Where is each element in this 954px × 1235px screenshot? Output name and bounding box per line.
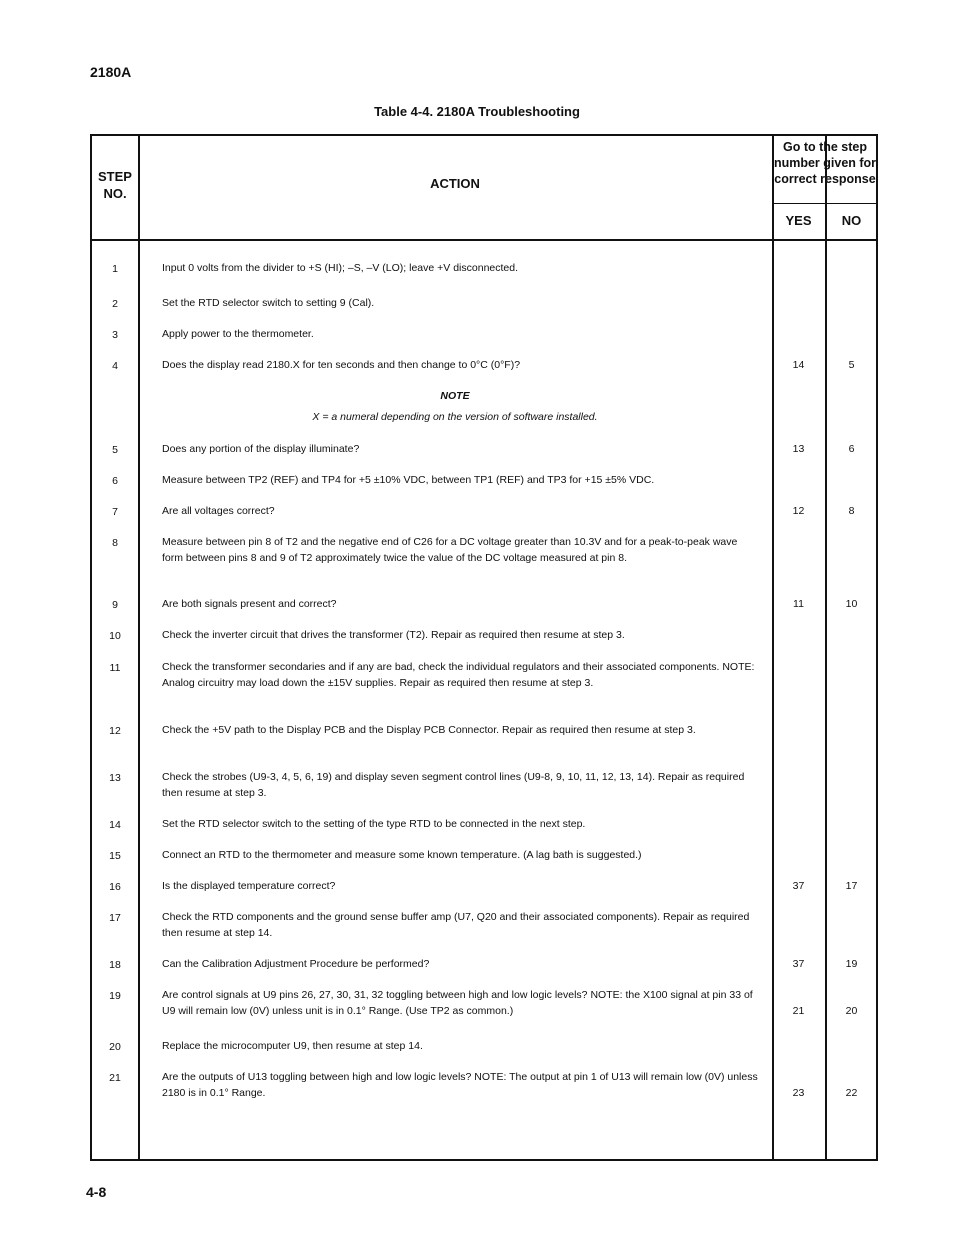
step-action: Check the +5V path to the Display PCB and the Display PCB Connector. Repair as required then resume at step 3. [162, 724, 696, 736]
document-id: 2180A [90, 64, 132, 80]
no-goto: 17 [845, 880, 858, 892]
step-number: 14 [109, 819, 121, 831]
step-number: 1 [112, 263, 118, 275]
yes-goto: 21 [792, 1005, 805, 1017]
step-action: Are the outputs of U13 toggling between high and low logic levels? NOTE: The output at pin 1 of U13 will remain low (0V) unless 2180 is in 0.1° Range. [162, 1071, 758, 1099]
step-action: Can the Calibration Adjustment Procedure be performed? [162, 958, 430, 970]
troubleshooting-table [90, 134, 878, 1161]
step-number: 2 [112, 298, 118, 310]
page-number: 4-8 [86, 1184, 107, 1200]
step-action: Check the transformer secondaries and if any are bad, check the individual regulators and their associated components. NOTE: Analog circuitry may load down the ±15V supplies. Repair as required then resume at step 3. [162, 661, 755, 689]
step-number: 21 [109, 1072, 121, 1084]
step-action: Connect an RTD to the thermometer and measure some known temperature. (A lag bath is suggested.) [162, 849, 642, 861]
step-action: Replace the microcomputer U9, then resume at step 14. [162, 1040, 423, 1052]
no-goto: 19 [845, 958, 858, 970]
step-action: Input 0 volts from the divider to +S (HI); –S, –V (LO); leave +V disconnected. [162, 262, 519, 274]
step-action: Set the RTD selector switch to setting 9 (Cal). [162, 297, 375, 309]
step-number: 20 [109, 1041, 121, 1053]
step-number: 18 [109, 959, 121, 971]
step-number: 3 [112, 329, 118, 341]
yes-no-divider [772, 203, 876, 204]
step-number: 5 [112, 444, 118, 456]
step-action: Check the inverter circuit that drives the transformer (T2). Repair as required then resume at step 3. [162, 629, 625, 641]
yes-goto: 14 [792, 359, 805, 371]
note-body: X = a numeral depending on the version of software installed. [312, 411, 598, 423]
yes-goto: 12 [792, 505, 805, 517]
step-number: 11 [109, 662, 121, 674]
header-action: ACTION [430, 176, 480, 191]
column-divider [138, 136, 140, 1159]
yes-goto: 23 [792, 1087, 805, 1099]
step-number: 19 [109, 990, 121, 1002]
step-number: 16 [109, 881, 121, 893]
step-action: Does any portion of the display illuminate? [162, 443, 360, 455]
step-number: 10 [109, 630, 121, 642]
step-number: 15 [109, 850, 121, 862]
step-action: Set the RTD selector switch to the setting of the type RTD to be connected in the next step. [162, 818, 586, 830]
step-action: Is the displayed temperature correct? [162, 880, 336, 892]
header-goto: Go to the step number given for correct response [773, 140, 877, 186]
step-number: 17 [109, 912, 121, 924]
step-action: Are all voltages correct? [162, 505, 275, 517]
step-number: 7 [112, 506, 118, 518]
note-title: NOTE [440, 390, 470, 402]
step-action: Measure between pin 8 of T2 and the negative end of C26 for a DC voltage greater than 10.3V and for a peak-to-peak wave form between pins 8 and 9 of T2 approximately twice the value of the DC voltage measured at pin 8. [162, 536, 738, 564]
header-divider [92, 239, 876, 241]
step-action: Measure between TP2 (REF) and TP4 for +5 ±10% VDC, between TP1 (REF) and TP3 for +15 ±5% VDC. [162, 474, 655, 486]
header-no: NO [841, 213, 862, 228]
step-action: Apply power to the thermometer. [162, 328, 314, 340]
yes-goto: 11 [793, 598, 804, 610]
no-goto: 5 [848, 359, 855, 371]
yes-goto: 37 [792, 958, 805, 970]
yes-goto: 37 [792, 880, 805, 892]
no-goto: 20 [845, 1005, 858, 1017]
step-action: Check the RTD components and the ground sense buffer amp (U7, Q20 and their associated components). Repair as required then resume at step 14. [162, 911, 750, 939]
step-number: 9 [112, 599, 118, 611]
step-action: Does the display read 2180.X for ten seconds and then change to 0°C (0°F)? [162, 359, 521, 371]
yes-goto: 13 [792, 443, 805, 455]
step-number: 6 [112, 475, 118, 487]
step-action: Are both signals present and correct? [162, 598, 337, 610]
no-goto: 8 [848, 505, 855, 517]
header-step-no: STEP NO. [98, 169, 132, 201]
no-goto: 6 [848, 443, 855, 455]
table-title: Table 4-4. 2180A Troubleshooting [374, 104, 580, 119]
step-number: 13 [109, 772, 121, 784]
step-number: 4 [112, 360, 118, 372]
no-goto: 10 [845, 598, 858, 610]
header-yes: YES [785, 213, 812, 228]
step-number: 8 [112, 537, 118, 549]
step-action: Are control signals at U9 pins 26, 27, 30, 31, 32 toggling between high and low logic levels? NOTE: the X100 signal at pin 33 of U9 will remain low (0V) unless unit is in 0.1° Range. (Use TP2 as common.) [162, 989, 753, 1017]
step-action: Check the strobes (U9-3, 4, 5, 6, 19) and display seven segment control lines (U9-8, 9, 10, 11, 12, 13, 14). Repair as required then resume at step 3. [162, 771, 745, 799]
step-number: 12 [109, 725, 121, 737]
no-goto: 22 [845, 1087, 858, 1099]
